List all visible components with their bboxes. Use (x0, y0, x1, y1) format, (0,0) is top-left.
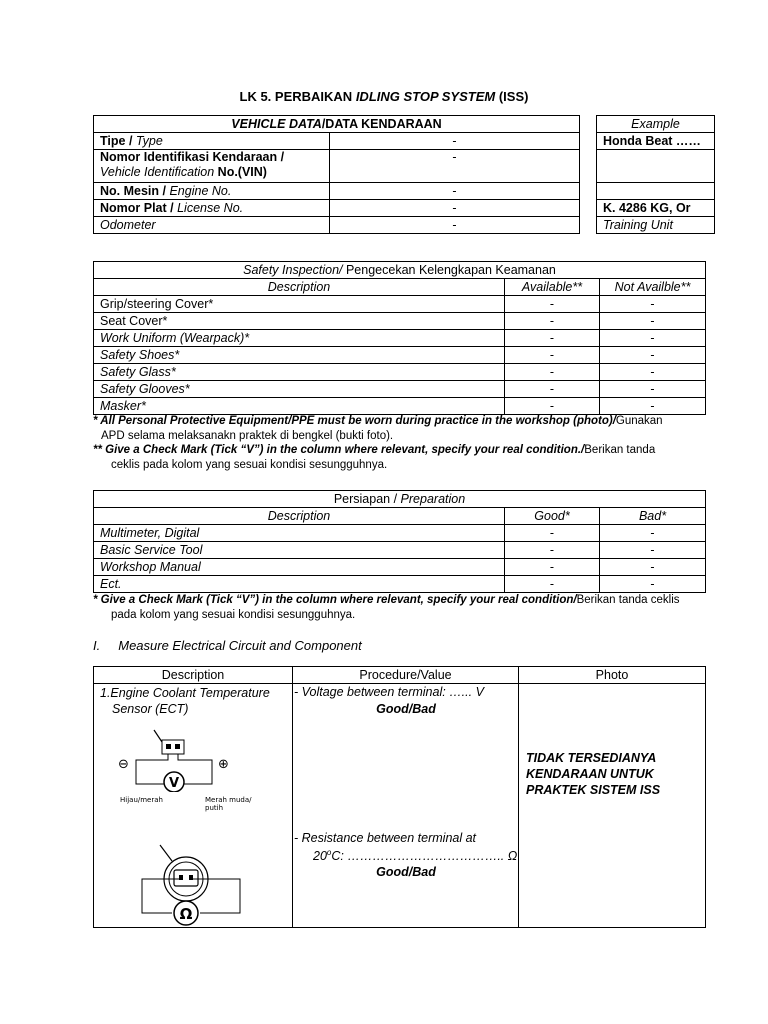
vehicle-header-rest: /DATA KENDARAAN (321, 117, 442, 131)
example-odometer: Training Unit (597, 217, 715, 234)
not-available-cell: - (600, 381, 706, 398)
resistance-temperature (313, 848, 517, 863)
prep-note (93, 593, 713, 608)
safety-notes (93, 414, 713, 472)
available-cell: - (505, 381, 600, 398)
prep-item-label: Workshop Manual (94, 559, 505, 576)
good-cell: - (505, 559, 600, 576)
vehicle-data-table (93, 115, 580, 234)
vehicle-row-vin (94, 150, 330, 183)
example-table (596, 115, 715, 234)
connector-pin-icon (166, 744, 171, 749)
table-row (94, 296, 706, 313)
safety-col-not-available: Not Availble** (600, 279, 706, 296)
ect-item-label (100, 685, 270, 717)
prep-notes (93, 593, 713, 622)
label-nomor-plat: Nomor Plat (100, 201, 167, 215)
resistance-diagram (134, 841, 284, 927)
temp-suffix: C: ……………………………….. Ω (331, 849, 518, 864)
not-available-cell: - (600, 347, 706, 364)
title-prefix: LK 5. PERBAIKAN (239, 89, 356, 104)
not-available-cell: - (600, 296, 706, 313)
example-type: Honda Beat …… (597, 133, 715, 150)
wire-label-right (205, 796, 252, 812)
vehicle-row-engine: No. Mesin / Engine No. (94, 183, 330, 200)
resistance-result: Good/Bad (376, 865, 436, 879)
safety-item-label: Grip/steering Cover* (94, 296, 505, 313)
label-type: Type (135, 134, 163, 148)
table-row (94, 330, 706, 347)
vehicle-row-plate: Nomor Plat / License No. (94, 200, 330, 217)
safety-note-2 (93, 443, 713, 458)
good-cell: - (505, 576, 600, 593)
temp-degree: o (326, 848, 332, 857)
bad-cell: - (600, 576, 706, 593)
not-available-cell: - (600, 330, 706, 347)
wire-label-left: Hijau/merah (120, 796, 163, 804)
safety-header-italic: Safety Inspection/ (243, 263, 343, 277)
prep-item-label: Multimeter, Digital (94, 525, 505, 542)
resistance-procedure: - Resistance between terminal at (294, 831, 477, 845)
title-suffix: (ISS) (495, 89, 529, 104)
measure-table (93, 666, 706, 928)
safety-note-1 (93, 414, 713, 429)
safety-item-label: Safety Glooves* (94, 381, 505, 398)
prep-col-description: Description (94, 508, 505, 525)
pointer-arrow (154, 730, 162, 742)
safety-header-rest: Pengecekan Kelengkapan Keamanan (342, 263, 556, 277)
table-row (94, 576, 706, 593)
safety-note-2-line2: ceklis pada kolom yang sesuai kondisi sesungguhnya. (111, 458, 388, 471)
ect-item-line2: Sensor (ECT) (112, 702, 189, 716)
ect-description-cell (94, 684, 293, 928)
preparation-table (93, 490, 706, 593)
section-1-heading (93, 638, 362, 653)
prep-header-b: Preparation (400, 492, 466, 506)
available-cell: - (505, 296, 600, 313)
type-value: - (330, 133, 580, 150)
prep-header (94, 491, 706, 508)
example-vin (597, 150, 715, 183)
vehicle-header-italic: VEHICLE DATA (231, 117, 322, 131)
temp-prefix: 20 (313, 849, 327, 864)
wire-left (136, 754, 168, 784)
safety-header (94, 262, 706, 279)
example-engine (597, 183, 715, 200)
vin-value: - (330, 150, 580, 183)
available-cell: - (505, 347, 600, 364)
prep-header-a: Persiapan / (333, 492, 401, 506)
label-nomor-identifikasi: Nomor Identifikasi Kendaraan / (100, 150, 285, 164)
minus-icon: ⊖ (118, 757, 129, 772)
not-available-cell: - (600, 364, 706, 381)
voltage-diagram (114, 722, 274, 792)
table-row (94, 313, 706, 330)
photo-note (526, 750, 660, 798)
bad-cell: - (600, 525, 706, 542)
table-row (94, 381, 706, 398)
prep-note-bold: * Give a Check Mark (Tick “V”) in the column where relevant, specify your real condition/ (93, 594, 577, 606)
table-row (94, 559, 706, 576)
prep-note-rest: Berikan tanda ceklis (576, 594, 680, 606)
vehicle-header (94, 116, 580, 133)
photo-cell (519, 684, 706, 928)
voltage-result: Good/Bad (376, 702, 436, 716)
ohm-symbol: Ω (179, 905, 193, 923)
prep-col-bad: Bad* (600, 508, 706, 525)
example-plate: K. 4286 KG, Or (597, 200, 715, 217)
measure-col-procedure: Procedure/Value (293, 667, 519, 684)
vehicle-row-type: Tipe / Type (94, 133, 330, 150)
voltage-procedure: - Voltage between terminal: …... V (294, 685, 484, 699)
prep-item-label: Basic Service Tool (94, 542, 505, 559)
page-title (0, 89, 768, 104)
prep-col-good: Good* (505, 508, 600, 525)
safety-note-2-bold: ** Give a Check Mark (Tick “V”) in the column where relevant, specify your real condition./ (93, 444, 585, 456)
wire-label-right-1: Merah muda/ (205, 796, 252, 804)
section-1-title: Measure Electrical Circuit and Component (118, 638, 362, 653)
safety-note-2-rest: Berikan tanda (584, 444, 656, 456)
connector-icon (162, 740, 184, 754)
safety-col-available: Available** (505, 279, 600, 296)
bad-cell: - (600, 542, 706, 559)
safety-item-label: Seat Cover* (94, 313, 505, 330)
safety-col-description: Description (94, 279, 505, 296)
table-row (94, 347, 706, 364)
safety-note-1-rest: Gunakan (615, 415, 663, 427)
label-vehicle-identification: Vehicle Identification (100, 165, 215, 179)
safety-table (93, 261, 706, 415)
safety-item-label: Masker* (94, 398, 505, 415)
available-cell: - (505, 398, 600, 415)
table-row (94, 364, 706, 381)
available-cell: - (505, 313, 600, 330)
measure-col-photo: Photo (519, 667, 706, 684)
photo-note-line3: PRAKTEK SISTEM ISS (526, 783, 661, 797)
safety-note-1-bold: * All Personal Protective Equipment/PPE must be worn during practice in the workshop (photo)/ (93, 415, 616, 427)
safety-item-label: Work Uniform (Wearpack)* (94, 330, 505, 347)
sensor-socket-icon (174, 870, 198, 886)
label-engine-no: Engine No. (169, 184, 232, 198)
plus-icon: ⊕ (218, 757, 229, 772)
good-cell: - (505, 542, 600, 559)
plate-value: - (330, 200, 580, 217)
available-cell: - (505, 330, 600, 347)
label-license-no: License No. (177, 201, 244, 215)
procedure-cell (293, 684, 519, 928)
odometer-value: - (330, 217, 580, 234)
good-cell: - (505, 525, 600, 542)
label-no-mesin: No. Mesin (100, 184, 160, 198)
photo-note-line1: TIDAK TERSEDIANYA (526, 751, 657, 765)
prep-item-label: Ect. (94, 576, 505, 593)
table-row (94, 525, 706, 542)
not-available-cell: - (600, 398, 706, 415)
prep-note-line2: pada kolom yang sesuai kondisi sesungguhnya. (111, 608, 356, 621)
wire-label-right-2: putih (205, 804, 224, 812)
not-available-cell: - (600, 313, 706, 330)
section-1-number: I. (93, 638, 101, 653)
example-header: Example (597, 116, 715, 133)
photo-note-line2: KENDARAAN UNTUK (526, 767, 654, 781)
title-italic: IDLING STOP SYSTEM (355, 89, 496, 104)
voltmeter-symbol: V (168, 776, 180, 791)
safety-note-1-line2: APD selama melaksanakn praktek di bengkel (bukti foto). (101, 429, 394, 442)
available-cell: - (505, 364, 600, 381)
bad-cell: - (600, 559, 706, 576)
table-row (94, 542, 706, 559)
ect-item-line1: 1.Engine Coolant Temperature (100, 686, 270, 700)
safety-item-label: Safety Glass* (94, 364, 505, 381)
label-vin: No.(VIN) (214, 165, 267, 179)
label-odometer: Odometer (94, 217, 330, 234)
engine-value: - (330, 183, 580, 200)
label-tipe: Tipe (100, 134, 126, 148)
table-row (94, 398, 706, 415)
measure-col-description: Description (94, 667, 293, 684)
connector-pin-icon (175, 744, 180, 749)
safety-item-label: Safety Shoes* (94, 347, 505, 364)
pointer-arrow (160, 845, 172, 861)
